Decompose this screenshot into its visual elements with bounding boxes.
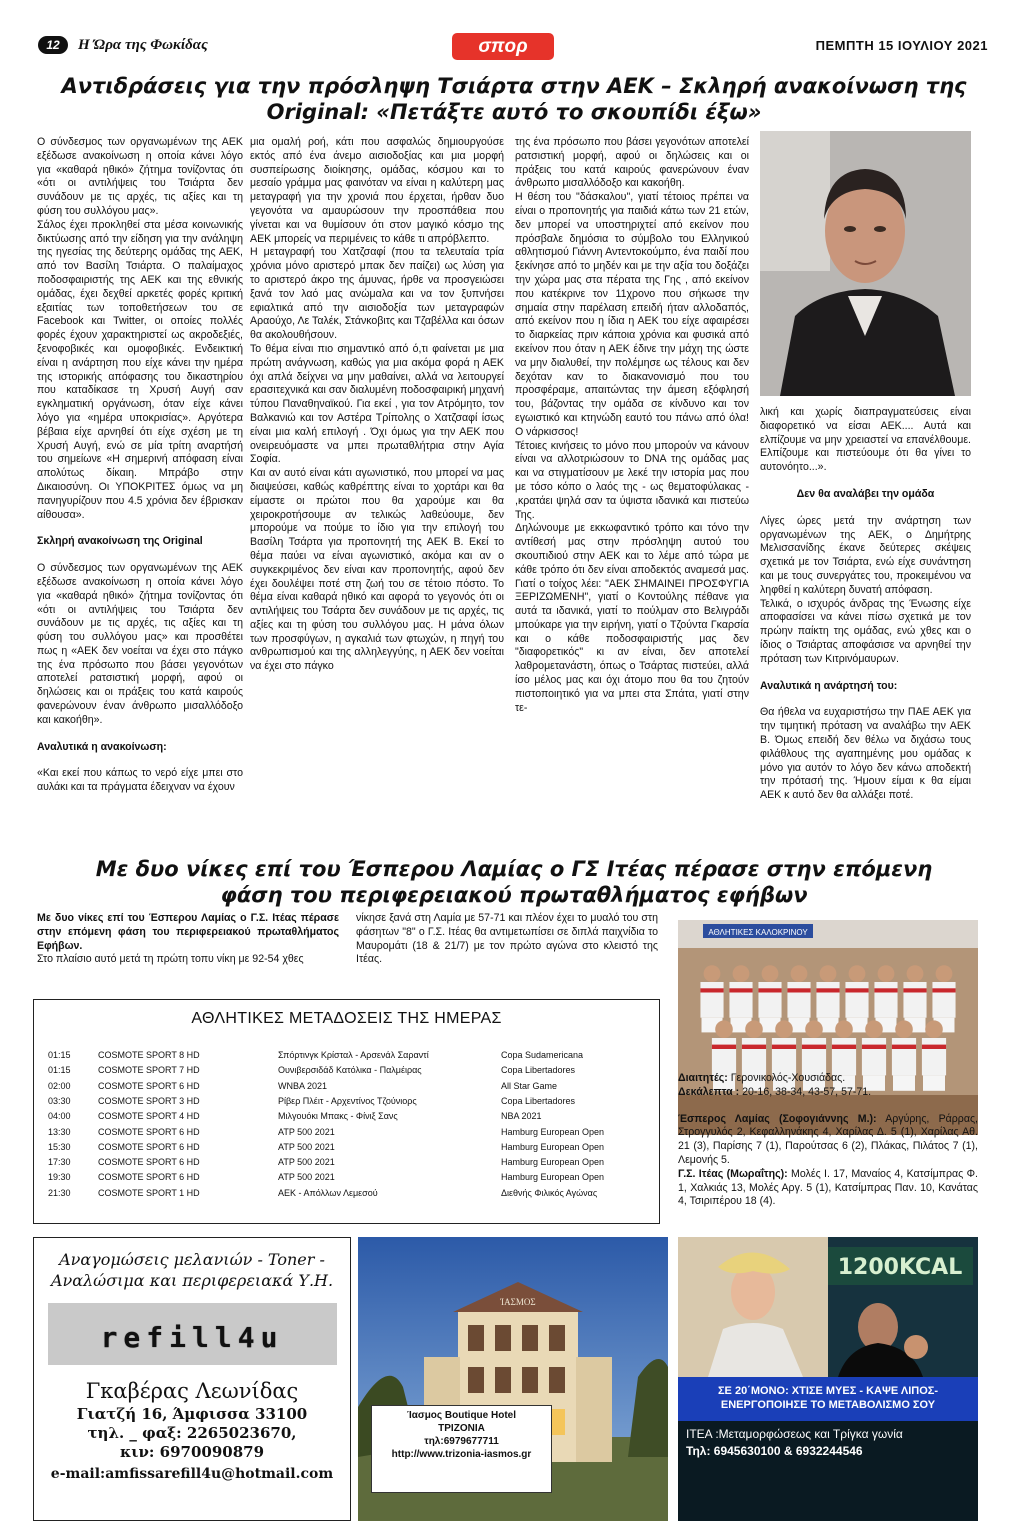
tv-listing-row bbox=[34, 1081, 659, 1095]
team1-label: Έσπερος Λαμίας (Σοφογιάννης Μ.): bbox=[678, 1112, 877, 1125]
tv-event: Σπόρτινγκ Κρίσταλ - Αρσενάλ Σαραντί bbox=[278, 1050, 429, 1060]
tv-listings-title: ΑΘΛΗΤΙΚΕΣ ΜΕΤΑΔΟΣΕΙΣ ΤΗΣ ΗΜΕΡΑΣ bbox=[191, 1010, 502, 1027]
tv-channel: COSMOTE SPORT 3 HD bbox=[98, 1095, 200, 1106]
tv-channel: COSMOTE SPORT 4 HD bbox=[98, 1111, 200, 1122]
paragraph: Ο σύνδεσμος των οργανωμένων της ΑΕΚ εξέδωσε ανακοίνωση η οποία κάνει λόγο για «καθαρά ηθικό» ζήτημα τονίζοντας ότι «ότι οι αντιλήψεις του Τσιάρτα δεν συνάδουν με τις αρχές, τις αξίες και τη φύση του συλλόγου μας» και προσθέτει πως η «ΑΕΚ δεν νοείται να έχει στο πάγκο της ένα πρόσωπο που βάσει γεγονότων αποτελεί ρατσιστική μορφή, αφού οι δηλώσεις και οι πράξεις του κατά καιρούς φανερώνουν έναν άνθρωπο μισαλλόδοξο και κακοήθη». bbox=[37, 562, 243, 726]
issue-date: ΠΕΜΠΤΗ 15 ΙΟΥΛΙΟΥ 2021 bbox=[815, 38, 988, 53]
tv-league: Copa Libertadores bbox=[501, 1095, 576, 1106]
paragraph: Η μεταγραφή του Χατζσαφί (που τα τελευταία τρία χρόνια μόνο αριστερό μπακ δεν παίζει) ως λύση για το αριστερό άκρο της άμυνας, ήρθε να προσγειώσει ξανά τον λαό μας ανώμαλα και να τον ξυπνήσει εφιαλτικά από την αισιοδοξία των μεταγραφών Αραούχο, Λε Ταλέκ, Στάνκοβιτς και Τζαβέλλα και όσων θα ακολουθήσουν. bbox=[250, 246, 504, 342]
window bbox=[522, 1325, 538, 1351]
hotel-place: ΤΡΙΖΟΝΙΑ bbox=[438, 1423, 485, 1434]
tv-time: 01:15 bbox=[48, 1050, 71, 1060]
tv-event: ATP 500 2021 bbox=[278, 1126, 335, 1137]
paragraph: Σάλος έχει προκληθεί στα μέσα κοινωνικής δικτύωσης από την είδηση για την ανάληψη της ηγεσίας της δεύτερης ομάδας της ΑΕΚ, από τον Βασίλη Τσιάρτα. Ο παλαίμαχος ποδοσφαιριστής της ΑΕΚ και της εθνικής ομάδας, έχει δεχθεί αρκετές φορές κριτική εξαιτίας των τοποθετήσεων του σε Facebook και Twitter, οι οποίες πολλές φορές έχουν χαρακτηριστεί ως ακροδεξιές, ξενοφοβικές και ομοφοβικές. Ενδεικτική είναι η ανάρτηση που είχε κάνει την ημέρα της ιστορικής απόφασης του δικαστηρίου που καταδίκασε τη Χρυσή Αυγή σαν εγκληματική οργάνωση, όταν είχε κάνει λόγο για «ημέρα υποκρισίας». Αργότερα βέβαια είχε αρνηθεί ότι είχε σχέση με τη Χρυσή Αυγή, ενώ σε μία τρίτη αναρτήσή του σημείωνε «Η σημερινή απόφαση είναι απολύτως δίκαιη. Μπράβο στην Δικαιοσύνη. Οι ΥΠΟΚΡΙΤΕΣ όμως να μη πανηγυρίζουν που 4.5 χρόνια δεν έβρισκαν αίθουσα». bbox=[37, 218, 243, 521]
tv-time: 15:30 bbox=[48, 1141, 71, 1152]
paragraph: Στο πλαίσιο αυτό μετά τη πρώτη τοπυ νίκη με 92-54 χθες bbox=[37, 953, 304, 966]
hotel-info-box bbox=[371, 1405, 552, 1493]
coach-portrait-photo bbox=[760, 131, 971, 396]
paragraph: Και αν αυτό είναι κάτι αγωνιστικό, που μπορεί να μας διαψεύσει, καθώς καθρέπτης είναι το χορτάρι και θα είμαστε οι πρώτοι που θα χαρούμε και θα χειροκροτήσουμε αν τελικώς λαθεύουμε, δεν μπορούμε να πούμε το ίδιο για την επιλογή του Βασίλη Τσάρτα για προπονητή της ΑΕΚ Β. Εκεί το θέμα παύει να είναι αγωνιστικό, ακόμα και αν ο συγκεκριμένος δεν είναι καν προπονητής, αφού δεν έχει δουλέψει ποτέ στη ζωή του σε τέτοιο πόστο. Το θέμα είναι καθαρά ηθικό και αφορά το γεγονός ότι οι αντιλήψεις του Τσάρτα δεν συνάδουν με τις αρχές, τις αξίες και τη φύση του συλλόγου μας. Η μάνα όλων των προσφύγων, η αγκαλιά των φτωχών, η πηγή του ανθρωπισμού και της αλληλεγγύης, η ΑΕΚ δεν νοείται να έχει στο πάγκο bbox=[250, 467, 504, 673]
tv-listing-row bbox=[34, 1127, 659, 1141]
quarters-label: Δεκάλεπτα : bbox=[678, 1085, 740, 1098]
tv-time: 21:30 bbox=[48, 1187, 71, 1198]
paragraph: Θα ήθελα να ευχαριστήσω την ΠΑΕ ΑΕΚ για την τιμητική πρόταση να αναλάβω την ΑΕΚ Β. Όμως επειδή δεν θέλω να διχάσω τους φιλάθλους της αγαπημένης μου ομάδας κ μόνο για αυτόν το λόγο δεν κάνω αποδεκτή την πρότασή της. Ήμουν είμαι κ θα είμαι ΑΕΚ κ αυτό δεν θα αλλάξει ποτέ. bbox=[760, 706, 971, 802]
article1-column-2 bbox=[250, 136, 504, 674]
article2-column-2 bbox=[356, 912, 658, 967]
player-figure bbox=[758, 965, 781, 1032]
article2-headline bbox=[30, 856, 998, 908]
article2-column-1 bbox=[37, 912, 339, 967]
article2-headline-line1: Με δυο νίκες επί του Έσπερου Λαμίας ο ΓΣ Ιτέας πέρασε στην επόμενη bbox=[95, 857, 933, 881]
gym-illustration bbox=[678, 1237, 978, 1377]
paragraph: μια ομαλή ροή, κάτι που ασφαλώς δημιουργούσε εκτός από ένα άνεμο αισιοδοξίας και μια μορφή συσπείρωσης διοίκησης, ομάδας, κόσμου και το μεσαίο γράμμα μας φαινόταν να είναι η καλύτερη μας μεταγραφή για την χρονιά που έρχεται, ήρθαν δυο γεγονότα να αμαυρώσουν την προσπάθεια που γίνεται και να θυμίσουν ότι στον μαγικό κόσμο της ΑΕΚ μπορείς να περιμένεις το κάθε τι απρόβλεπτο. bbox=[250, 136, 504, 245]
tv-listing-row bbox=[34, 1065, 659, 1079]
gym-phone: Τηλ: 6945630100 & 6932244546 bbox=[686, 1444, 863, 1458]
article1-column-4 bbox=[760, 406, 971, 803]
lead-paragraph: Με δυο νίκες επί του Έσπερου Λαμίας ο Γ.Σ. Ιτέας πέρασε στην επόμενη φάση του περιφερειακού πρωταθλήματος Εφήβων. bbox=[37, 912, 339, 952]
tv-event: WNBA 2021 bbox=[278, 1080, 328, 1091]
paragraph: Ο σύνδεσμος των οργανωμένων της ΑΕΚ εξέδωσε ανακοίνωση η οποία κάνει λόγο για «καθαρά ηθικό» ζήτημα τονίζοντας ότι «ότι οι αντιλήψεις του Τσιάρτα δεν συνάδουν με τις αρχές, τις αξίες και τη φύση του συλλόγου μας». bbox=[37, 136, 243, 217]
ad-line2: Αναλώσιμα και περιφερειακά Υ.Η. bbox=[50, 1271, 334, 1290]
tv-league: Copa Sudamericana bbox=[501, 1050, 584, 1060]
tv-time: 02:00 bbox=[48, 1080, 71, 1091]
tv-channel: COSMOTE SPORT 6 HD bbox=[98, 1126, 200, 1137]
paragraph: Τέτοιες κινήσεις το μόνο που μπορούν να κάνουν είναι να αλλοτριώσουν το DNA της ομάδας μας και να στιγματίσουν με λεκέ την ιστορία μας που με τόσο κόπο ο λαός της - ως θεματοφύλακας - ,κρατάει ψηλά σαν τα ύψιστα ιδανικά και πιστεύω Της. bbox=[515, 439, 749, 521]
team2-lineup: Μολές Ι. 17, Μαναίος 4, Κατσίμπρας Φ. 1, Χαλκιάς 13, Μολές Αργ. 5 (1), Κατσίμπρας Παν. 10, Κανάτας 4, Τσιριπέρου 18 (4). bbox=[678, 1167, 978, 1208]
tv-time: 01:15 bbox=[48, 1065, 71, 1076]
email[interactable]: e-mail:amfissarefill4u@hotmail.com bbox=[50, 1466, 334, 1482]
article1-column-3 bbox=[515, 136, 749, 715]
tv-channel: COSMOTE SPORT 8 HD bbox=[98, 1050, 200, 1060]
logo-text: refill4u bbox=[100, 1321, 284, 1354]
article1-headline bbox=[20, 73, 1008, 125]
hotel-name: Ίασμος Boutique Hotel bbox=[406, 1410, 517, 1421]
paragraph: της ένα πρόσωπο που βάσει γεγονότων αποτελεί ρατσιστική μορφή, αφού οι δηλώσεις και οι πράξεις του κατά καιρούς φανερώνουν έναν άνθρωπο μισαλλόδοξο και κακοήθη. bbox=[515, 136, 749, 190]
tv-channel: COSMOTE SPORT 6 HD bbox=[98, 1141, 200, 1152]
gym-location: ΙΤΕΑ :Μεταμορφώσεως και Τρίγκα γωνία bbox=[686, 1427, 903, 1441]
subheading: Αναλυτικά η ανάρτησή του: bbox=[760, 679, 898, 692]
tv-listing-row bbox=[34, 1188, 659, 1202]
newspaper-name: Η Ώρα της Φωκίδας bbox=[78, 37, 208, 53]
tv-event: ATP 500 2021 bbox=[278, 1141, 335, 1152]
player-figure bbox=[816, 965, 839, 1032]
refill4u-ad bbox=[33, 1237, 351, 1521]
hotel-ad bbox=[358, 1237, 668, 1521]
team1-lineup: Αργύρης, Ράρρας, Στρογγυλός 2, Κεφαλληνάκης 4, Χαρίλας Δ. 5 (1), Χαρίλας Αθ. 21 (3), Παρίσης 7 (1), Παρούτσας 6 (2), Πλάκας, Πιλάτος 7 (1), Λεμονής 5. bbox=[678, 1112, 978, 1166]
tv-listing-row bbox=[34, 1096, 659, 1110]
tv-listings-box bbox=[33, 999, 660, 1224]
tv-time: 17:30 bbox=[48, 1157, 71, 1168]
hotel-sign: ΊΑΣΜΟΣ bbox=[500, 1297, 536, 1307]
window bbox=[468, 1367, 484, 1393]
paragraph: «Και εκεί που κάπως το νερό είχε μπει στο αυλάκι και τα πράγματα έδειχναν να έχουν bbox=[37, 767, 243, 794]
article1-column-1 bbox=[37, 136, 243, 795]
tv-event: Ρίβερ Πλέιτ - Αρχεντίνος Τζούνιορς bbox=[278, 1095, 417, 1106]
subheading: Δεν θα αναλάβει την ομάδα bbox=[796, 487, 935, 500]
tv-channel: COSMOTE SPORT 6 HD bbox=[98, 1080, 200, 1091]
tv-league: Hamburg European Open bbox=[501, 1141, 605, 1152]
kcal-text: 1200KCAL bbox=[837, 1255, 963, 1280]
match-stats bbox=[678, 1072, 978, 1209]
paragraph: Λίγες ώρες μετά την ανάρτηση των οργανωμένων της ΑΕΚ, ο Δημήτρης Μελισσανίδης έκανε δεύτερες σκέψεις σχετικά με τον Τσιάρτα, ενώ είχε συνάντηση και με τους συνεργάτες του, προκειμένου να ληφθεί η καλύτερη δυνατή απόφαση. bbox=[760, 514, 971, 596]
window bbox=[549, 1325, 565, 1351]
window bbox=[495, 1367, 511, 1393]
tv-time: 13:30 bbox=[48, 1126, 71, 1137]
tv-time: 03:30 bbox=[48, 1095, 71, 1106]
tv-league: NBA 2021 bbox=[501, 1111, 542, 1122]
banner-text: ΑΘΛΗΤΙΚΕΣ ΚΑΛΟΚΡΙΝΟΥ bbox=[708, 928, 808, 937]
tv-event: ATP 500 2021 bbox=[278, 1157, 335, 1168]
tv-league: Διεθνής Φιλικός Αγώνας bbox=[501, 1187, 598, 1198]
referees: Γερονικολός-Χουσιάδας. bbox=[730, 1072, 846, 1084]
ad-line1: Αναγομώσεις μελανιών - Toner - bbox=[59, 1250, 325, 1269]
portrait-illustration bbox=[760, 131, 971, 396]
page-number: 12 bbox=[38, 36, 68, 54]
referees-label: Διαιτητές: bbox=[678, 1072, 728, 1084]
window bbox=[549, 1367, 565, 1393]
gym-ad bbox=[678, 1237, 978, 1521]
tv-event: Ουνιβερσιδάδ Κατόλικα - Παλμέιρας bbox=[278, 1065, 422, 1076]
tv-listing-row bbox=[34, 1050, 659, 1064]
tv-league: Hamburg European Open bbox=[501, 1157, 605, 1168]
article1-headline-line2: Original: «Πετάξτε αυτό το σκουπίδι έξω» bbox=[266, 100, 762, 124]
hotel-url[interactable]: http://www.trizonia-iasmos.gr bbox=[391, 1449, 532, 1460]
tv-league: All Star Game bbox=[501, 1080, 558, 1091]
tv-time: 04:00 bbox=[48, 1111, 71, 1122]
subheading: Αναλυτικά η ανακοίνωση: bbox=[37, 740, 167, 753]
tv-listing-row bbox=[34, 1111, 659, 1125]
tv-listing-row bbox=[34, 1172, 659, 1186]
tv-listing-row bbox=[34, 1157, 659, 1171]
article1-headline-line1: Αντιδράσεις για την πρόσληψη Τσιάρτα στην ΑΕΚ – Σκληρή ανακοίνωση της bbox=[61, 74, 967, 98]
hotel-phone: τηλ:6979677711 bbox=[424, 1436, 499, 1447]
team-back-row bbox=[700, 965, 955, 1032]
paragraph: Η θέση του "δάσκαλου", γιατί τέτοιος πρέπει να είναι ο προπονητής για παιδιά κάτω των 21 ετών, δεν μπορεί να υποστηριχτεί από εκείνον που πρόσβαλε δημόσια το σύμβολο του Ελληνικού αθλητισμού Γιάννη Αντεντοκούμπο, ένα παιδί που ξεκίνησε από το μηδέν και με την αξία του δοξάζει την χώρα μας στα πέρατα της Γης , από εκείνον που κατέκρινε τον 11χρονο που σήκωσε την σημαία στην παρέλαση επειδή ήταν αλλοδαπός, από εκείνον που η ίδια η ΑΕΚ του είχε αφαιρέσει το διαρκείας πριν κάποια χρόνια και φυσικά από εκείνον που όταν η ΑΕΚ έδινε την μάχη της ώστε να μην διαλυθεί, την πολέμησε ως τέλους και δεν δεχόταν καν το διακανονισμό που του προσφέραμε, απαιτώντας την άμεση εξόφλησή του, βάζοντας την ομάδα σε κίνδυνο και τον εγωιστικό και κτηνώδη εαυτό του πάνω από όλα! Ο νάρκισσος! bbox=[515, 191, 749, 438]
owner-name: Γκαβέρας Λεωνίδας bbox=[85, 1379, 299, 1403]
mobile: κιν: 6970090879 bbox=[119, 1443, 265, 1461]
window bbox=[468, 1325, 484, 1351]
gym-slogan: ΣΕ 20΄ΜΟΝΟ: ΧΤΙΣΕ ΜΥΕΣ - ΚΑΨΕ ΛΙΠΟΣ-ΕΝΕΡΓΟΠΟΙΗΣΕ ΤΟ ΜΕΤΑΒΟΛΙΣΜΟ ΣΟΥ bbox=[678, 1377, 978, 1421]
tv-listing-row bbox=[34, 1142, 659, 1156]
tv-channel: COSMOTE SPORT 6 HD bbox=[98, 1172, 200, 1183]
paragraph: Το θέμα είναι πιο σημαντικό από ό,τι φαίνεται με μια πρώτη ανάγνωση, καθώς για μια ακόμα φορά η ΑΕΚ όχι απλά δείχνει να μην μαθαίνει, αλλά να λειτουργεί ερασιτεχνικά και σαν διαλυμένη ποδοσφαιρική μηχανή τύπου Παναθηναϊκού. Για εκεί , για τον Ατρόμητο, τον Βαλκανιώ και τον Αστέρα Τρίπολης ο Χατζσαφί ίσως είναι μια καλή επιλογή . Όχι όμως για την ΑΕΚ που ονειρευόμαστε να μπει πρωταθλήτρια στην Αγία Σοφία. bbox=[250, 342, 504, 466]
tv-league: Hamburg European Open bbox=[501, 1172, 605, 1183]
refill4u-logo bbox=[48, 1303, 337, 1365]
tv-event: ATP 500 2021 bbox=[278, 1172, 335, 1183]
tv-channel: COSMOTE SPORT 1 HD bbox=[98, 1187, 200, 1198]
tv-event: ΑΕΚ - Απόλλων Λεμεσού bbox=[278, 1187, 378, 1198]
window bbox=[495, 1325, 511, 1351]
tv-channel: COSMOTE SPORT 7 HD bbox=[98, 1065, 200, 1076]
tv-event: Μιλγουόκι Μπακς - Φίνιξ Σανς bbox=[278, 1111, 398, 1122]
paragraph: λική και χωρίς διαπραγματεύσεις είναι διαφορετικό να είσαι ΑΕΚ.... Αυτά και ελπίζουμε να μην χρειαστεί να επανέλθουμε. Ελπίζουμε και πιστεύουμε ότι θα γίνει το αυτονόητο...». bbox=[760, 406, 971, 474]
tv-channel: COSMOTE SPORT 6 HD bbox=[98, 1157, 200, 1168]
address: Γιατζή 16, Άμφισσα 33100 bbox=[76, 1405, 308, 1423]
paragraph: Δηλώνουμε με εκκωφαντικό τρόπο και τόνο την αντίθεσή μας στην πρόσληψη αυτού του σκουπιδιού στην ΑΕΚ και το λέμε από τώρα με κάθε τρόπο ότι δεν είναι αποδεκτός αναμεσά μας. Γιατί ο τοίχος λέει: "ΑΕΚ ΣΗΜΑΙΝΕΙ ΠΡΟΣΦΥΓΙΑ ΞΕΡΙΖΩΜΕΝΗ", γιατί ο Κοντούλης πέθανε για αυτά τα ιδανικά, γιατί το πούλμαν στο Βελιγράδι μπούκαρε για την ειρήνη, γιατί ο Τζούντα Γκαρσία και ο κάθε ποδοσφαιριστής μας δεν "διαφορετικός" κι αν είναι, δεν αποτελεί λαθρομετανάστη, όπως ο Τσάρτας πιστεύει, αλλά ίσο μέλος μας και όχι άτομο που θα του ζητούν πιστοποιητικό για να μπει στα Σπάτα, γιατί στην τε- bbox=[515, 522, 749, 714]
article2-headline-line2: φάση του περιφερειακού πρωταθλήματος εφήβων bbox=[220, 883, 808, 907]
subheading: Σκληρή ανακοίνωση της Original bbox=[37, 535, 203, 548]
quarter-scores: 20-16, 38-34, 43-57, 57-71. bbox=[742, 1085, 872, 1098]
section-label: σπορ bbox=[452, 33, 554, 60]
phone: τηλ. _ φαξ: 2265023670, bbox=[87, 1424, 297, 1442]
tv-league: Hamburg European Open bbox=[501, 1126, 605, 1137]
paragraph: νίκησε ξανά στη Λαμία με 57-71 και πλέον έχει το μυαλό του στη φάσητων "8" ο Γ.Σ. Ιτέας θα αντιμετωπίσει σε διπλά παιχνίδια το Μαυρομάτι (18 & 21/7) με τον πρώτο αγώνα στο κλειστό της Ιτέας. bbox=[356, 912, 658, 966]
paragraph: Τελικά, ο ισχυρός άνδρας της Ένωσης είχε αποφασίσει να κάνει πίσω σχετικά με τον πρώην παίκτη της ομάδας, ενώ χθες και ο ίδιος ο Τσιάρτας αποφάσισε να αρνηθεί την πρόταση των Κιτρινόμαυρων. bbox=[760, 597, 971, 665]
window bbox=[522, 1367, 538, 1393]
tv-league: Copa Libertadores bbox=[501, 1065, 576, 1076]
player-figure bbox=[787, 965, 810, 1032]
tv-time: 19:30 bbox=[48, 1172, 71, 1183]
team2-label: Γ.Σ. Ιτέας (Μωραΐτης): bbox=[678, 1167, 788, 1180]
